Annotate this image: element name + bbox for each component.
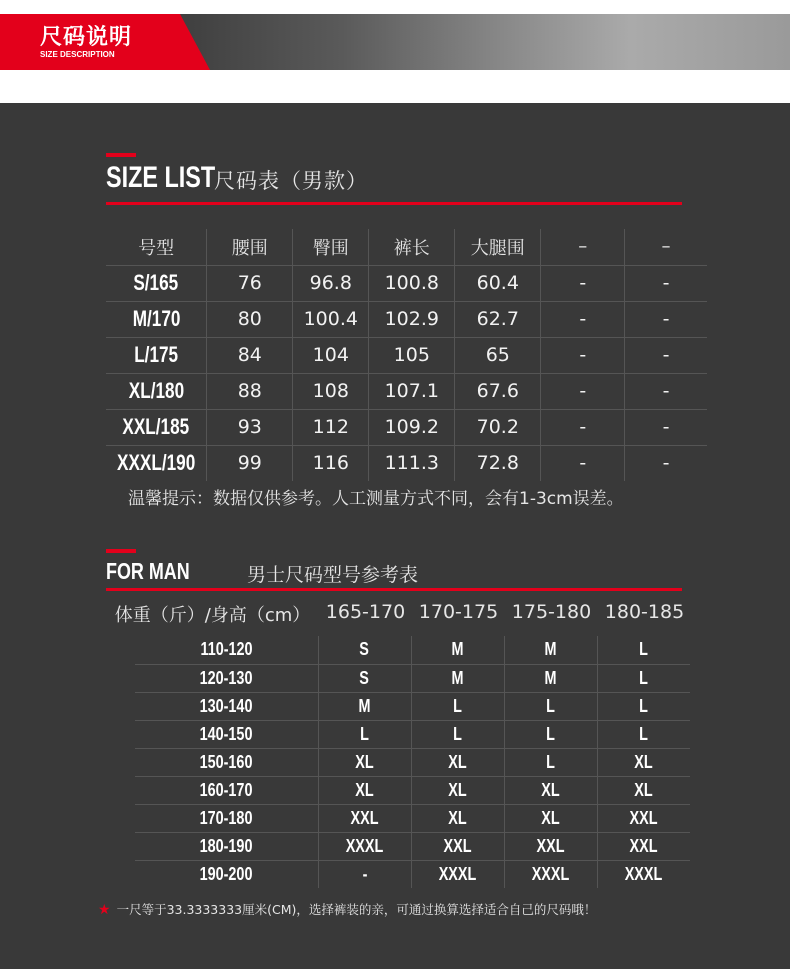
size-cell xyxy=(504,776,597,804)
size-label-cell xyxy=(106,409,207,445)
measurement-cell: 80 xyxy=(207,301,293,337)
banner-background-image xyxy=(150,14,790,70)
measurement-cell: 105 xyxy=(369,337,455,373)
table-row xyxy=(135,720,690,748)
section-divider xyxy=(106,202,682,205)
size-table-header-cell: 裤长 xyxy=(369,229,455,265)
size-value: L xyxy=(546,723,555,744)
conversion-note-text: 一尺等于33.3333333厘米(CM)，选择裤装的亲，可通过换算选择适合自己的尺码哦！ xyxy=(116,902,597,917)
size-label: XXL/185 xyxy=(122,414,190,439)
size-value: XXL xyxy=(536,835,565,856)
measurement-cell: 100.4 xyxy=(293,301,369,337)
measurement-cell: - xyxy=(541,301,625,337)
weight-range-cell xyxy=(135,804,318,832)
table-row xyxy=(135,748,690,776)
size-cell xyxy=(597,804,690,832)
size-cell xyxy=(597,776,690,804)
measurement-cell: - xyxy=(541,445,625,481)
header-height-range: 175-180 xyxy=(511,601,592,623)
weight-range: 150-160 xyxy=(199,751,253,772)
size-value: XL xyxy=(634,751,653,772)
table-row xyxy=(135,692,690,720)
banner-subtitle: SIZE DESCRIPTION xyxy=(40,50,115,59)
header-banner xyxy=(0,0,790,70)
size-label-cell xyxy=(106,301,207,337)
measurement-cell: 76 xyxy=(207,265,293,301)
weight-range-cell xyxy=(135,748,318,776)
for-man-header-row xyxy=(106,601,691,627)
size-table-header-cell: – xyxy=(541,229,625,265)
size-label-cell xyxy=(106,445,207,481)
size-value: M xyxy=(451,667,464,688)
size-value: L xyxy=(453,723,462,744)
size-value: L xyxy=(639,639,649,660)
size-table-header-cell: 号型 xyxy=(106,229,207,265)
size-value: M xyxy=(358,695,371,716)
size-value: XL xyxy=(541,779,560,800)
table-row xyxy=(106,337,707,373)
measurement-cell: - xyxy=(541,265,625,301)
size-cell xyxy=(318,636,411,664)
weight-range: 140-150 xyxy=(199,723,253,744)
measurement-cell: 111.3 xyxy=(369,445,455,481)
measurement-cell: - xyxy=(662,452,670,475)
size-label-cell xyxy=(106,337,207,373)
header-height-range: 180-185 xyxy=(604,601,685,623)
size-cell xyxy=(411,860,504,888)
size-cell xyxy=(597,664,690,692)
size-cell xyxy=(504,860,597,888)
size-value: XL xyxy=(355,779,374,800)
measurement-cell: 93 xyxy=(207,409,293,445)
table-row xyxy=(106,409,707,445)
table-row xyxy=(135,776,690,804)
measurement-cell: - xyxy=(625,373,707,409)
measurement-cell: 67.6 xyxy=(455,373,541,409)
size-cell xyxy=(318,692,411,720)
size-value: XL xyxy=(448,779,467,800)
size-value: XXXL xyxy=(531,863,570,884)
size-cell xyxy=(411,636,504,664)
size-table xyxy=(106,229,707,481)
measurement-cell: 84 xyxy=(207,337,293,373)
weight-range: 120-130 xyxy=(199,667,253,688)
measurement-cell: 108 xyxy=(293,373,369,409)
measurement-cell: 62.7 xyxy=(455,301,541,337)
size-cell xyxy=(318,776,411,804)
measurement-cell: 116 xyxy=(293,445,369,481)
weight-range-cell xyxy=(135,860,318,888)
size-label: XL/180 xyxy=(128,378,184,403)
size-label: L/175 xyxy=(134,342,179,367)
size-cell xyxy=(318,748,411,776)
size-cell xyxy=(597,832,690,860)
measurement-cell: 72.8 xyxy=(455,445,541,481)
size-value: XXL xyxy=(350,807,379,828)
size-value: XL xyxy=(448,807,467,828)
size-value: L xyxy=(546,751,555,772)
weight-range-cell xyxy=(135,636,318,664)
size-cell xyxy=(411,720,504,748)
measurement-cell: 88 xyxy=(207,373,293,409)
size-value: XL xyxy=(355,751,374,772)
size-cell xyxy=(318,832,411,860)
measurement-cell: 100.8 xyxy=(369,265,455,301)
size-cell xyxy=(597,692,690,720)
size-value: XXXL xyxy=(345,835,384,856)
size-value: XXL xyxy=(629,807,658,828)
size-cell xyxy=(504,804,597,832)
star-icon: ★ xyxy=(98,902,111,918)
size-cell xyxy=(411,748,504,776)
size-value: S xyxy=(359,639,370,660)
table-row xyxy=(135,804,690,832)
size-value: M xyxy=(544,639,557,660)
size-cell xyxy=(504,832,597,860)
weight-range-cell xyxy=(135,832,318,860)
size-value: L xyxy=(360,723,369,744)
size-cell xyxy=(411,832,504,860)
size-table-header-row xyxy=(106,229,707,265)
size-cell xyxy=(318,664,411,692)
for-man-table xyxy=(135,636,690,888)
conversion-note xyxy=(98,900,596,918)
measurement-cell: 102.9 xyxy=(369,301,455,337)
table-row xyxy=(106,373,707,409)
size-table-header-cell: 腰围 xyxy=(207,229,293,265)
size-cell xyxy=(504,692,597,720)
size-cell xyxy=(411,664,504,692)
size-cell xyxy=(597,636,690,664)
size-table-header-cell: – xyxy=(625,229,707,265)
measurement-cell: - xyxy=(541,373,625,409)
measurement-cell: - xyxy=(625,265,707,301)
table-row xyxy=(135,832,690,860)
size-cell xyxy=(318,804,411,832)
size-label-cell xyxy=(106,265,207,301)
size-cell xyxy=(318,860,411,888)
measurement-cell: 112 xyxy=(293,409,369,445)
size-cell xyxy=(504,748,597,776)
table-row xyxy=(106,301,707,337)
size-value: - xyxy=(362,863,367,884)
measurement-cell: - xyxy=(625,301,707,337)
size-cell xyxy=(411,804,504,832)
for-man-title-en: FOR MAN xyxy=(106,558,190,584)
size-value: L xyxy=(639,723,649,744)
size-value: M xyxy=(544,667,557,688)
size-table-header-cell: 大腿围 xyxy=(455,229,541,265)
size-label-cell xyxy=(106,373,207,409)
section-divider xyxy=(106,588,682,591)
size-value: XL xyxy=(541,807,560,828)
measurement-cell: - xyxy=(541,409,625,445)
weight-range-cell xyxy=(135,664,318,692)
table-row xyxy=(135,664,690,692)
measurement-cell: - xyxy=(625,409,707,445)
weight-range: 110-120 xyxy=(200,639,253,660)
measurement-cell: 99 xyxy=(207,445,293,481)
size-cell xyxy=(597,720,690,748)
weight-range-cell xyxy=(135,720,318,748)
size-label: XXXL/190 xyxy=(117,450,196,476)
size-value: XXXL xyxy=(438,863,477,884)
size-cell xyxy=(504,664,597,692)
measurement-cell: 107.1 xyxy=(369,373,455,409)
weight-range: 190-200 xyxy=(199,863,253,884)
banner-title: 尺码说明 xyxy=(40,25,133,50)
weight-range-cell xyxy=(135,692,318,720)
size-cell xyxy=(504,636,597,664)
measurement-cell: 65 xyxy=(455,337,541,373)
for-man-title-cn: 男士尺码型号参考表 xyxy=(247,564,419,586)
section-marker xyxy=(106,153,136,157)
header-weight-height: 体重（斤）/身高（cm） xyxy=(114,605,311,626)
measurement-cell: 96.8 xyxy=(293,265,369,301)
weight-range: 130-140 xyxy=(199,695,253,716)
size-label: M/170 xyxy=(132,306,180,331)
size-value: XL xyxy=(448,751,467,772)
table-row xyxy=(135,860,690,888)
table-row xyxy=(135,636,690,664)
size-value: L xyxy=(639,695,649,716)
weight-range-cell xyxy=(135,776,318,804)
size-table-header-cell: 臀围 xyxy=(293,229,369,265)
size-cell xyxy=(597,860,690,888)
size-cell xyxy=(504,720,597,748)
size-cell xyxy=(597,748,690,776)
table-row xyxy=(106,265,707,301)
weight-range: 180-190 xyxy=(199,835,253,856)
header-height-range: 165-170 xyxy=(325,601,406,623)
size-value: L xyxy=(639,667,649,688)
size-list-title-cn: 尺码表（男款） xyxy=(214,169,368,193)
measurement-cell: 109.2 xyxy=(369,409,455,445)
weight-range: 160-170 xyxy=(199,779,253,800)
measurement-cell: - xyxy=(541,337,625,373)
size-value: L xyxy=(546,695,555,716)
size-cell xyxy=(411,692,504,720)
size-value: XXXL xyxy=(624,863,663,884)
measurement-cell: - xyxy=(625,337,707,373)
size-list-title-en: SIZE LIST xyxy=(106,161,216,194)
size-table-note: 温馨提示：数据仅供参考。人工测量方式不同，会有1-3cm误差。 xyxy=(128,489,624,509)
size-value: XXL xyxy=(443,835,472,856)
size-cell xyxy=(411,776,504,804)
table-row xyxy=(106,445,707,481)
measurement-cell: 104 xyxy=(293,337,369,373)
size-value: S xyxy=(359,667,370,688)
size-value: M xyxy=(451,639,464,660)
size-label: S/165 xyxy=(133,270,179,295)
header-height-range: 170-175 xyxy=(418,601,499,623)
measurement-cell: 70.2 xyxy=(455,409,541,445)
size-cell xyxy=(318,720,411,748)
measurement-cell: 60.4 xyxy=(455,265,541,301)
size-value: L xyxy=(453,695,462,716)
weight-range: 170-180 xyxy=(199,807,253,828)
size-value: XL xyxy=(634,779,653,800)
size-value: XXL xyxy=(629,835,658,856)
section-marker xyxy=(106,549,136,553)
